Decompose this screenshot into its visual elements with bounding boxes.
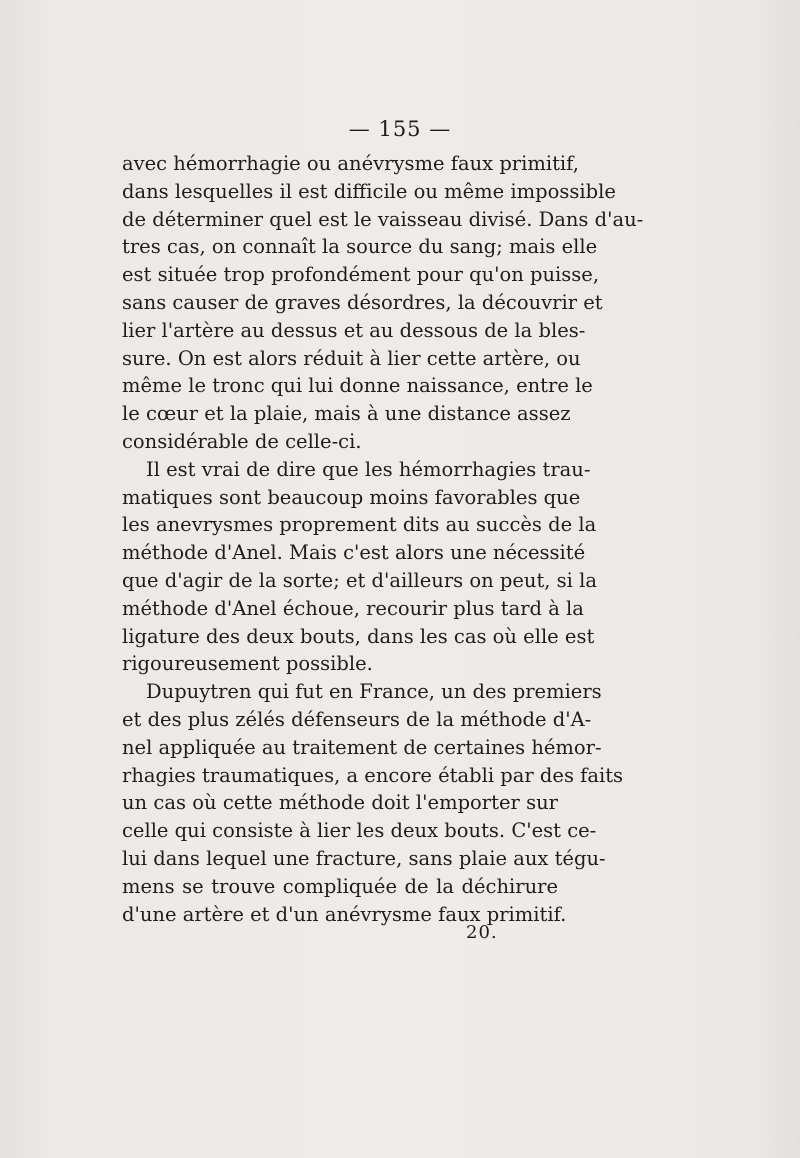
paragraph [122, 456, 597, 678]
text-line: et des plus zélés défenseurs de la méthode d'A- [122, 707, 592, 731]
text-line: dans lesquelles il est difficile ou même impossible [122, 179, 616, 203]
text-line: rhagies traumatiques, a encore établi par des faits [122, 763, 624, 787]
text-line: d'une artère et d'un anévrysme faux primitif. [122, 902, 567, 926]
text-line: les anevrysmes proprement dits au succès de la [122, 513, 597, 537]
text-line: de déterminer quel est le vaisseau divisé. Dans d'au- [122, 207, 644, 231]
paragraph [122, 150, 644, 456]
text-line: méthode d'Anel échoue, recourir plus tard à la [122, 596, 584, 620]
text-line: que d'agir de la sorte; et d'ailleurs on peut, si la [122, 568, 597, 592]
text-line: ligature des deux bouts, dans les cas où elle est [122, 624, 595, 648]
body-text [122, 150, 644, 928]
text-line: lier l'artère au dessus et au dessous de la bles- [122, 318, 586, 342]
paragraph [122, 678, 624, 928]
text-line: le cœur et la plaie, mais à une distance assez [122, 402, 571, 426]
text-line: sans causer de graves désordres, la découvrir et [122, 290, 603, 314]
text-line: tres cas, on connaît la source du sang; mais elle [122, 235, 598, 259]
text-line: considérable de celle-ci. [122, 429, 362, 453]
text-line: Il est vrai de dire que les hémorrhagies trau- [146, 457, 591, 481]
text-line: méthode d'Anel. Mais c'est alors une nécessité [122, 541, 586, 565]
text-line: Dupuytren qui fut en France, un des premiers [146, 680, 602, 704]
text-line: nel appliquée au traitement de certaines hémor- [122, 735, 602, 759]
text-line: celle qui consiste à lier les deux bouts. C'est ce- [122, 819, 597, 843]
text-line: matiques sont beaucoup moins favorables que [122, 485, 581, 509]
signature-mark: 20. [466, 922, 498, 943]
text-line: est située trop profondément pour qu'on puisse, [122, 263, 600, 287]
page-number: — 155 — [348, 117, 452, 141]
text-line: lui dans lequel une fracture, sans plaie aux tégu- [122, 846, 606, 870]
text-line: mens se trouve compliquée de la déchirure [122, 874, 558, 898]
text-line: un cas où cette méthode doit l'emporter sur [122, 791, 558, 815]
text-line: avec hémorrhagie ou anévrysme faux primitif, [122, 152, 579, 175]
text-line: sure. On est alors réduit à lier cette artère, ou [122, 346, 581, 370]
text-line: rigoureusement possible. [122, 652, 373, 676]
text-line: même le tronc qui lui donne naissance, entre le [122, 374, 593, 398]
